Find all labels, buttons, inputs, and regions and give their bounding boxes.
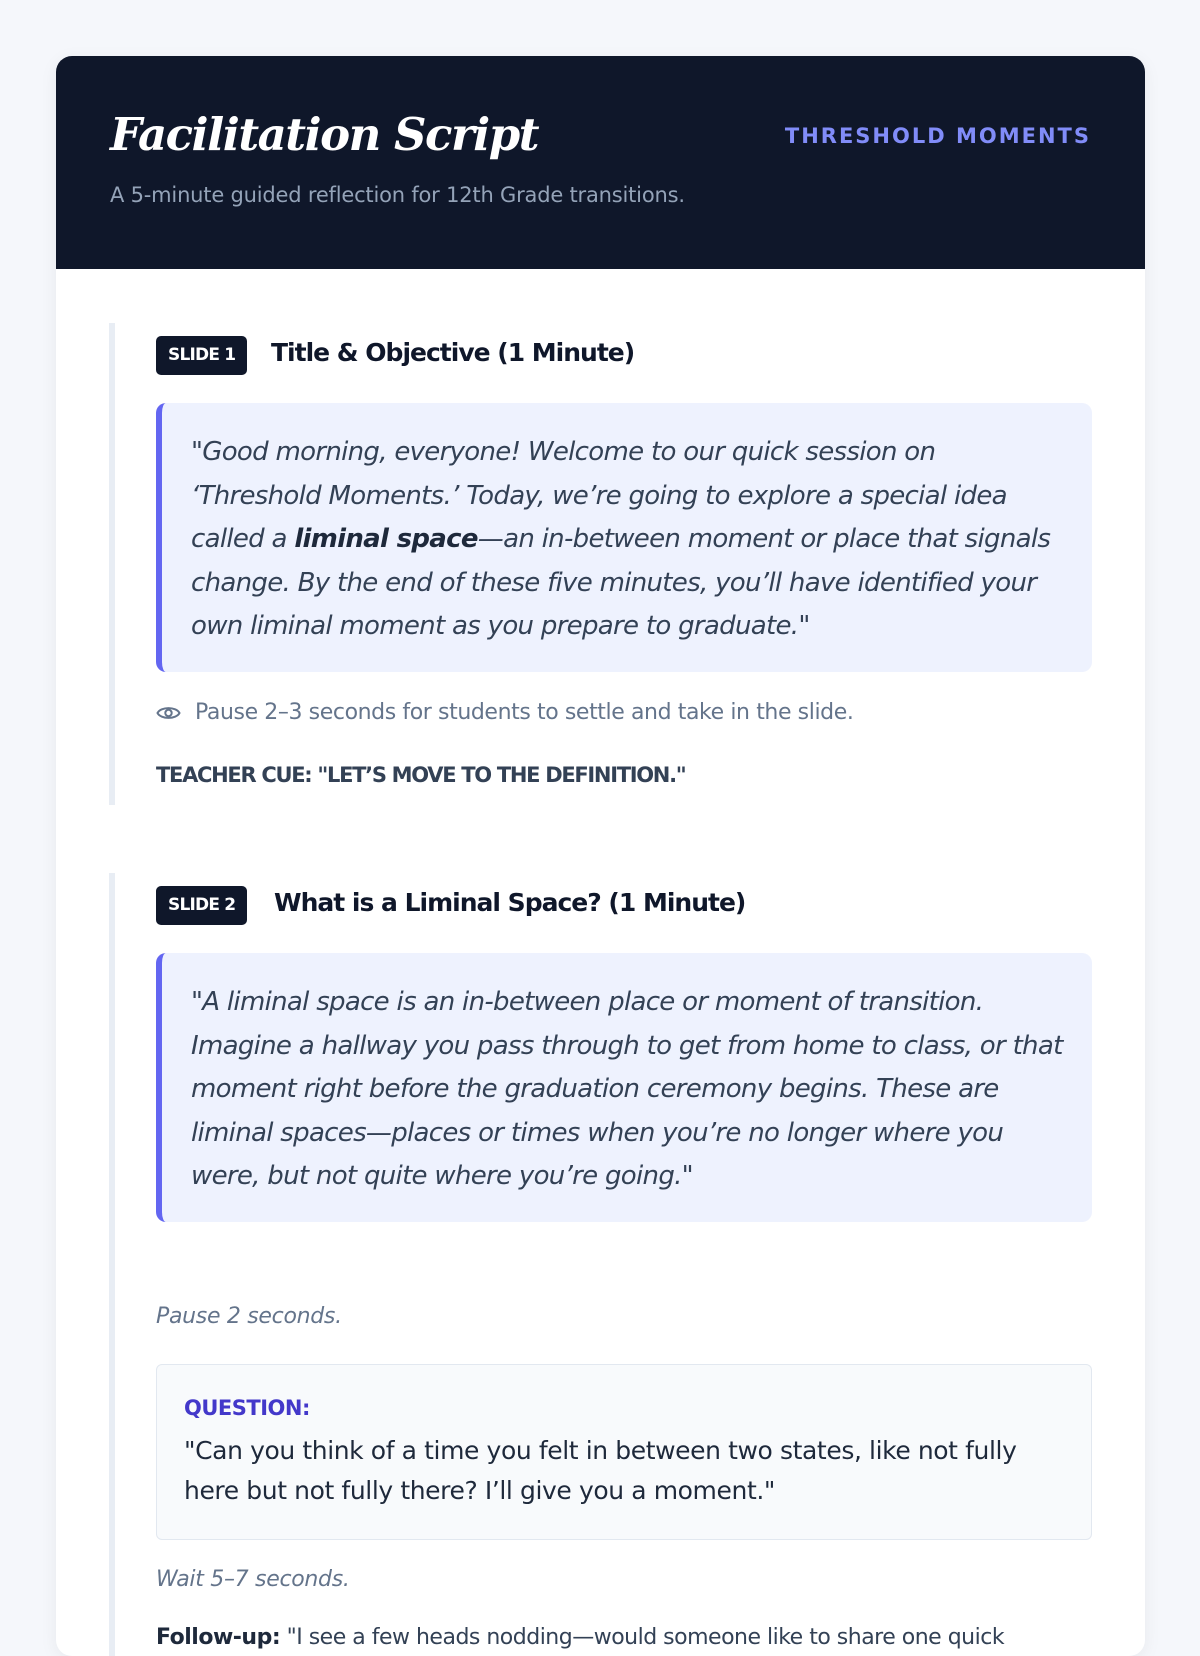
quote-emphasis: liminal space	[294, 524, 478, 554]
slide-title: What is a Liminal Space? (1 Minute)	[274, 888, 746, 917]
wait-note: Wait 5–7 seconds.	[156, 1567, 350, 1592]
followup	[156, 1625, 1004, 1650]
series-tag: THRESHOLD MOMENTS	[784, 124, 1091, 148]
page-subtitle: A 5-minute guided reflection for 12th Grade transitions.	[110, 183, 685, 207]
script-quote	[156, 403, 1092, 672]
question-label: QUESTION:	[184, 1396, 310, 1420]
quote-text: "Good morning, everyone! Welcome to our quick session on ‘Threshold Moments.’ Today, we’re going to explore a special idea called a	[191, 437, 1007, 554]
script-quote: "A liminal space is an in-between place or moment of transition. Imagine a hallway you pass through to get from home to class, or that moment right before the graduation ceremony begins. These are liminal spaces—places or times when you’re no longer where you were, but not quite where you’re going."	[156, 953, 1092, 1222]
pause-note: Pause 2 seconds.	[156, 1304, 342, 1329]
stage-direction	[156, 700, 853, 728]
slide-badge: SLIDE 1	[156, 336, 247, 375]
slide-section-2	[109, 873, 1098, 1656]
page-title: Facilitation Script	[110, 108, 539, 161]
quote-text-continued: —an in-between moment or place that signals change. By the end of these five minutes, you’ll have identified your own liminal moment as you prepare to graduate."	[191, 524, 1051, 641]
slide-section-1	[109, 323, 1098, 805]
eye-icon	[156, 703, 181, 728]
followup-text: "I see a few heads nodding—would someone like to share one quick	[280, 1625, 1005, 1650]
teacher-cue: TEACHER CUE: "LET’S MOVE TO THE DEFINITION."	[156, 763, 686, 787]
question-box	[156, 1364, 1092, 1540]
script-card	[56, 56, 1145, 1656]
slide-badge: SLIDE 2	[156, 886, 247, 925]
followup-label: Follow-up:	[156, 1625, 281, 1650]
header	[56, 56, 1145, 269]
slide-title: Title & Objective (1 Minute)	[271, 338, 635, 367]
stage-direction-text: Pause 2–3 seconds for students to settle and take in the slide.	[195, 700, 854, 725]
question-text: "Can you think of a time you felt in between two states, like not fully here but not fully there? I’ll give you a moment."	[184, 1436, 1017, 1505]
